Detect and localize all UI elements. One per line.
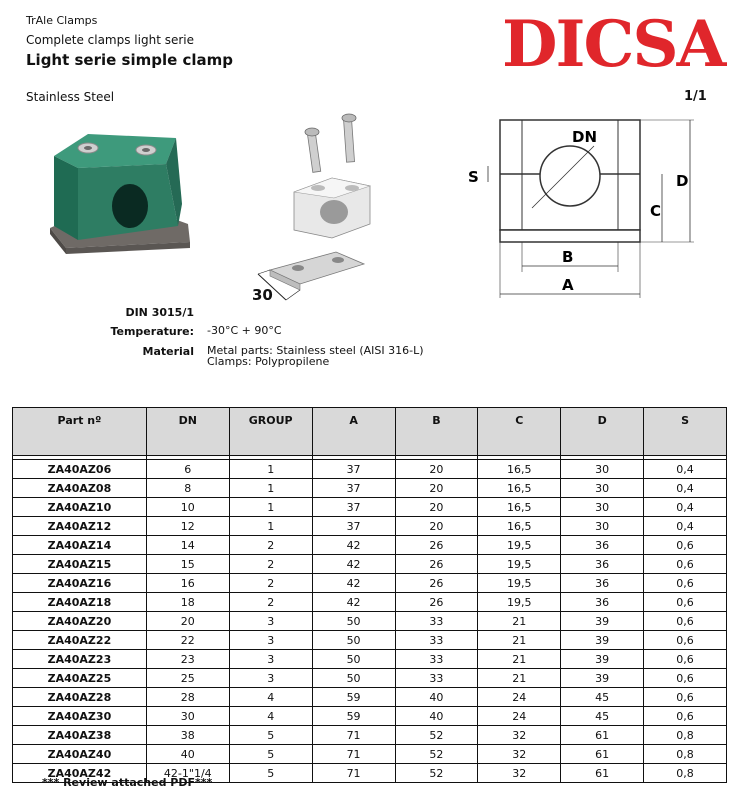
table-cell: 33	[395, 669, 478, 688]
table-cell: 0,6	[644, 555, 727, 574]
table-cell: 52	[395, 764, 478, 783]
part-number-cell: ZA40AZ25	[13, 669, 147, 688]
column-header: DN	[146, 408, 229, 456]
part-number-cell: ZA40AZ12	[13, 517, 147, 536]
table-cell: 37	[312, 479, 395, 498]
table-row	[13, 612, 727, 631]
part-number-cell: ZA40AZ38	[13, 726, 147, 745]
material-value-2: Clamps: Polypropilene	[207, 355, 330, 368]
table-cell: 20	[395, 479, 478, 498]
table-cell: 0,6	[644, 669, 727, 688]
table-cell: 42	[312, 593, 395, 612]
parts-table	[12, 407, 727, 783]
table-cell: 25	[146, 669, 229, 688]
table-cell: 71	[312, 726, 395, 745]
table-cell: 3	[229, 669, 312, 688]
dn-label: DN	[572, 128, 598, 146]
table-cell: 40	[395, 688, 478, 707]
table-row	[13, 688, 727, 707]
table-cell: 16,5	[478, 517, 561, 536]
table-cell: 59	[312, 688, 395, 707]
table-cell: 21	[478, 612, 561, 631]
table-cell: 0,6	[644, 688, 727, 707]
table-cell: 0,4	[644, 460, 727, 479]
table-row	[13, 745, 727, 764]
table-cell: 1	[229, 498, 312, 517]
table-cell: 5	[229, 726, 312, 745]
table-cell: 26	[395, 536, 478, 555]
table-body	[13, 456, 727, 783]
table-cell: 39	[561, 669, 644, 688]
table-cell: 32	[478, 764, 561, 783]
table-cell: 16,5	[478, 479, 561, 498]
table-cell: 30	[561, 498, 644, 517]
table-cell: 50	[312, 631, 395, 650]
page-number: 1/1	[684, 89, 707, 104]
part-number-cell: ZA40AZ42	[13, 764, 147, 783]
table-cell: 3	[229, 650, 312, 669]
footer-note: *** Review attached PDF***	[42, 776, 213, 789]
table-cell: 0,8	[644, 726, 727, 745]
table-cell: 5	[229, 745, 312, 764]
part-number-cell: ZA40AZ16	[13, 574, 147, 593]
table-cell: 16,5	[478, 460, 561, 479]
material-value-1: Metal parts: Stainless steel (AISI 316-L)	[207, 344, 424, 357]
temperature-value: -30°C + 90°C	[207, 324, 282, 337]
table-row	[13, 517, 727, 536]
table-cell: 14	[146, 536, 229, 555]
table-cell: 61	[561, 764, 644, 783]
dimension-30-label: 30	[252, 286, 273, 304]
clamp-photo	[48, 128, 198, 268]
table-cell: 0,6	[644, 631, 727, 650]
table-cell: 45	[561, 688, 644, 707]
table-cell: 2	[229, 536, 312, 555]
table-cell: 21	[478, 650, 561, 669]
dicsa-logo	[500, 8, 730, 74]
table-cell: 24	[478, 688, 561, 707]
table-cell: 30	[561, 479, 644, 498]
column-header: C	[478, 408, 561, 456]
table-cell: 15	[146, 555, 229, 574]
table-cell: 30	[561, 517, 644, 536]
table-row	[13, 593, 727, 612]
logo-text: DICSA	[502, 8, 725, 74]
table-cell: 50	[312, 669, 395, 688]
table-cell: 36	[561, 593, 644, 612]
column-header: B	[395, 408, 478, 456]
table-cell: 30	[561, 460, 644, 479]
table-cell: 36	[561, 536, 644, 555]
column-header: D	[561, 408, 644, 456]
column-header: A	[312, 408, 395, 456]
table-cell: 4	[229, 707, 312, 726]
table-cell: 0,4	[644, 479, 727, 498]
table-cell: 32	[478, 726, 561, 745]
table-cell: 19,5	[478, 574, 561, 593]
table-cell: 71	[312, 764, 395, 783]
table-cell: 33	[395, 612, 478, 631]
table-cell: 0,6	[644, 707, 727, 726]
temperature-label: Temperature:	[110, 325, 194, 338]
table-cell: 39	[561, 631, 644, 650]
table-cell: 1	[229, 460, 312, 479]
table-cell: 20	[395, 517, 478, 536]
table-cell: 45	[561, 707, 644, 726]
table-cell: 37	[312, 498, 395, 517]
table-cell: 40	[395, 707, 478, 726]
table-cell: 26	[395, 555, 478, 574]
table-cell: 3	[229, 612, 312, 631]
table-row	[13, 631, 727, 650]
table-row	[13, 669, 727, 688]
table-cell: 0,6	[644, 593, 727, 612]
part-number-cell: ZA40AZ06	[13, 460, 147, 479]
table-cell: 0,8	[644, 745, 727, 764]
table-cell: 0,4	[644, 498, 727, 517]
table-cell: 23	[146, 650, 229, 669]
part-number-cell: ZA40AZ20	[13, 612, 147, 631]
part-number-cell: ZA40AZ18	[13, 593, 147, 612]
table-cell: 8	[146, 479, 229, 498]
table-cell: 20	[395, 460, 478, 479]
table-cell: 1	[229, 479, 312, 498]
part-number-cell: ZA40AZ15	[13, 555, 147, 574]
table-cell: 39	[561, 650, 644, 669]
table-cell: 42	[312, 574, 395, 593]
table-cell: 16,5	[478, 498, 561, 517]
table-cell: 19,5	[478, 555, 561, 574]
table-cell: 33	[395, 650, 478, 669]
part-number-cell: ZA40AZ40	[13, 745, 147, 764]
table-cell: 28	[146, 688, 229, 707]
din-label: DIN 3015/1	[125, 306, 194, 319]
table-row	[13, 536, 727, 555]
table-header-row	[13, 408, 727, 456]
table-cell: 0,4	[644, 517, 727, 536]
table-cell: 20	[146, 612, 229, 631]
part-number-cell: ZA40AZ23	[13, 650, 147, 669]
part-number-cell: ZA40AZ08	[13, 479, 147, 498]
a-label: A	[562, 276, 574, 294]
table-cell: 18	[146, 593, 229, 612]
table-cell: 52	[395, 726, 478, 745]
table-cell: 33	[395, 631, 478, 650]
table-cell: 0,6	[644, 536, 727, 555]
table-cell: 2	[229, 593, 312, 612]
table-cell: 19,5	[478, 593, 561, 612]
material-heading: Stainless Steel	[26, 90, 115, 104]
table-cell: 52	[395, 745, 478, 764]
table-cell: 5	[229, 764, 312, 783]
table-cell: 0,6	[644, 574, 727, 593]
table-cell: 2	[229, 555, 312, 574]
b-label: B	[562, 248, 574, 266]
table-cell: 37	[312, 517, 395, 536]
serie-name: Complete clamps light serie	[26, 33, 194, 47]
column-header: GROUP	[229, 408, 312, 456]
part-number-cell: ZA40AZ14	[13, 536, 147, 555]
part-number-cell: ZA40AZ30	[13, 707, 147, 726]
column-header: Part nº	[13, 408, 147, 456]
table-cell: 21	[478, 669, 561, 688]
table-cell: 22	[146, 631, 229, 650]
material-label: Material	[142, 345, 194, 358]
part-number-cell: ZA40AZ10	[13, 498, 147, 517]
table-row	[13, 650, 727, 669]
table-cell: 37	[312, 460, 395, 479]
table-row	[13, 707, 727, 726]
s-label: S	[468, 168, 479, 186]
table-cell: 32	[478, 745, 561, 764]
table-cell: 40	[146, 745, 229, 764]
table-cell: 38	[146, 726, 229, 745]
table-cell: 26	[395, 574, 478, 593]
table-cell: 0,6	[644, 650, 727, 669]
table-cell: 3	[229, 631, 312, 650]
column-header: S	[644, 408, 727, 456]
table-cell: 42	[312, 536, 395, 555]
c-label: C	[650, 202, 662, 220]
table-cell: 61	[561, 726, 644, 745]
table-row	[13, 574, 727, 593]
table-cell: 20	[395, 498, 478, 517]
table-cell: 71	[312, 745, 395, 764]
table-cell: 10	[146, 498, 229, 517]
table-cell: 39	[561, 612, 644, 631]
table-cell: 36	[561, 555, 644, 574]
part-number-cell: ZA40AZ28	[13, 688, 147, 707]
page-title: Light serie simple clamp	[26, 51, 234, 69]
table-cell: 12	[146, 517, 229, 536]
table-cell: 1	[229, 517, 312, 536]
exploded-view	[252, 112, 382, 304]
table-cell: 42-1"1/4	[146, 764, 229, 783]
table-cell: 2	[229, 574, 312, 593]
table-cell: 26	[395, 593, 478, 612]
table-cell: 42	[312, 555, 395, 574]
table-row	[13, 555, 727, 574]
table-cell: 19,5	[478, 536, 561, 555]
table-cell: 50	[312, 612, 395, 631]
part-number-cell: ZA40AZ22	[13, 631, 147, 650]
table-row	[13, 726, 727, 745]
table-cell: 16	[146, 574, 229, 593]
table-cell: 24	[478, 707, 561, 726]
table-row	[13, 479, 727, 498]
table-row	[13, 460, 727, 479]
table-cell: 50	[312, 650, 395, 669]
table-cell: 21	[478, 631, 561, 650]
brand-name: TrAle Clamps	[26, 14, 98, 27]
table-cell: 0,8	[644, 764, 727, 783]
technical-drawing	[462, 112, 702, 302]
table-cell: 4	[229, 688, 312, 707]
table-cell: 0,6	[644, 612, 727, 631]
table-cell: 6	[146, 460, 229, 479]
table-row	[13, 498, 727, 517]
table-cell: 59	[312, 707, 395, 726]
table-cell: 30	[146, 707, 229, 726]
d-label: D	[676, 172, 689, 190]
table-cell: 36	[561, 574, 644, 593]
table-cell: 61	[561, 745, 644, 764]
